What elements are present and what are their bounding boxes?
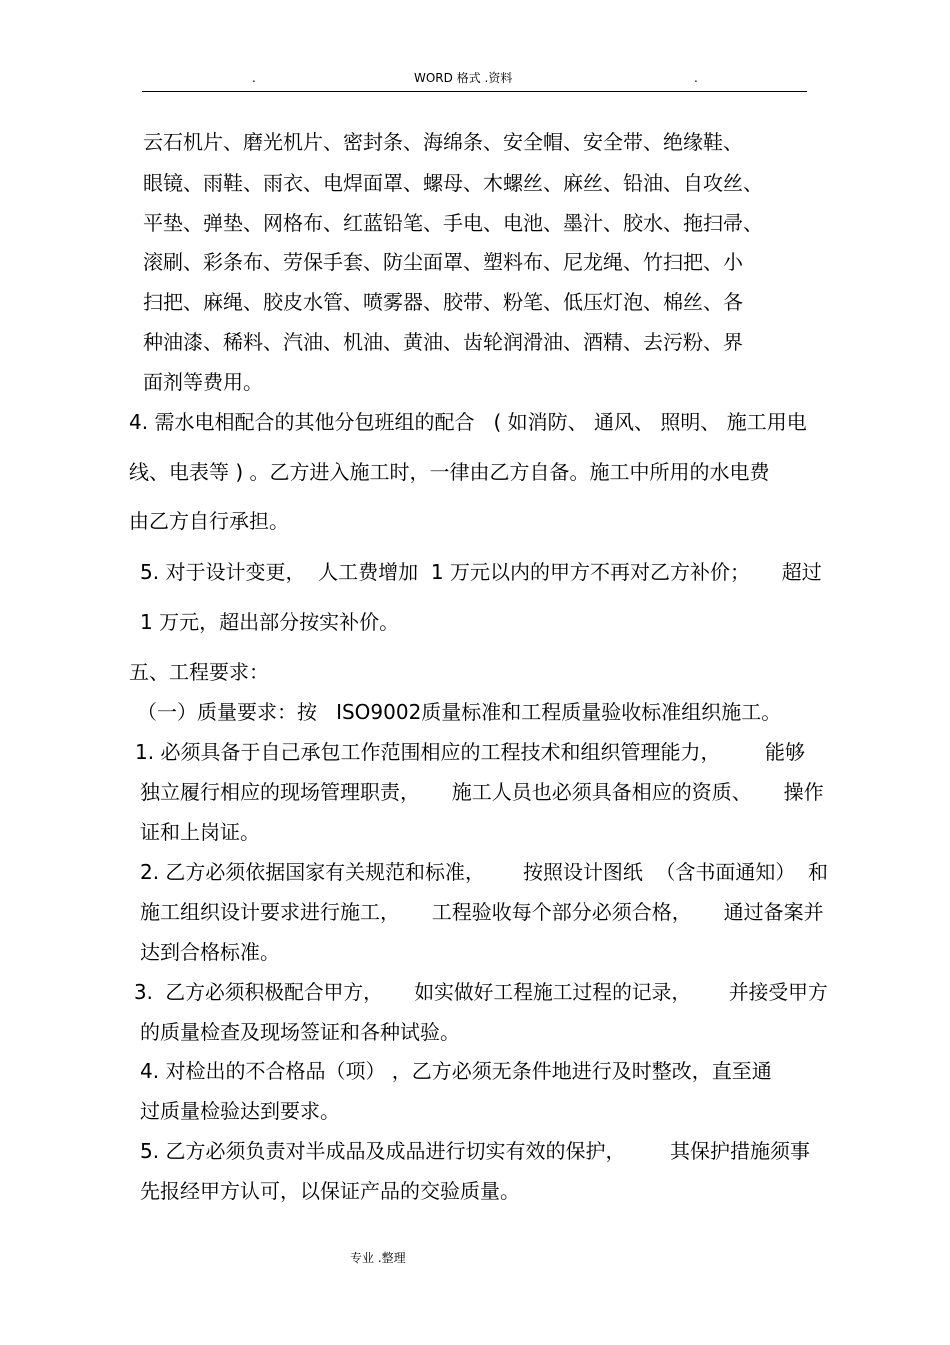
body-line: 眼镜、雨鞋、雨衣、电焊面罩、螺母、木螺丝、麻丝、铅油、自攻丝、 <box>143 171 763 195</box>
header-title: WORD 格式 .资料 <box>414 71 513 85</box>
body-line: 3. 乙方必须积极配合甲方， 如实做好工程施工过程的记录， 并接受甲方 <box>134 980 828 1004</box>
body-line: 由乙方自行承担。 <box>129 509 289 533</box>
body-line: 先报经甲方认可，以保证产品的交验质量。 <box>140 1179 520 1203</box>
body-line: 独立履行相应的现场管理职责， 施工人员也必须具备相应的资质、 操作 <box>140 780 824 804</box>
body-line: 2. 乙方必须依据国家有关规范和标准， 按照设计图纸 （含书面通知） 和 <box>140 860 828 884</box>
body-line: 5. 乙方必须负责对半成品及成品进行切实有效的保护， 其保护措施须事 <box>140 1139 810 1163</box>
body-line: 面剂等费用。 <box>143 370 263 394</box>
body-line: 1. 必须具备于自己承包工作范围相应的工程技术和组织管理能力， 能够 <box>135 740 805 764</box>
body-line: 4. 对检出的不合格品（项） ，乙方必须无条件地进行及时整改，直至通 <box>140 1059 772 1083</box>
page-footer: 专业 .整理 <box>350 1251 406 1265</box>
body-line: 扫把、麻绳、胶皮水管、喷雾器、胶带、粉笔、低压灯泡、棉丝、各 <box>143 290 743 314</box>
header-rule <box>142 91 807 92</box>
header-dot-left: . <box>252 71 256 85</box>
body-line: 施工组织设计要求进行施工， 工程验收每个部分必须合格， 通过备案并 <box>140 900 824 924</box>
body-line: 云石机片、磨光机片、密封条、海绵条、安全帽、安全带、绝缘鞋、 <box>143 130 743 154</box>
body-line: 1 万元，超出部分按实补价。 <box>140 610 400 634</box>
body-line: 种油漆、稀料、汽油、机油、黄油、齿轮润滑油、酒精、去污粉、界 <box>143 330 743 354</box>
body-line: （一）质量要求：按 ISO9002质量标准和工程质量验收标准组织施工。 <box>137 700 782 724</box>
body-line: 五、工程要求： <box>129 660 269 684</box>
body-line: 过质量检验达到要求。 <box>140 1099 340 1123</box>
body-line: 平垫、弹垫、网格布、红蓝铅笔、手电、电池、墨汁、胶水、拖扫帚、 <box>143 211 763 235</box>
body-line: 证和上岗证。 <box>140 820 260 844</box>
body-line: 线、电表等 ) 。乙方进入施工时，一律由乙方自备。施工中所用的水电费 <box>129 460 770 484</box>
body-line: 的质量检查及现场签证和各种试验。 <box>140 1020 460 1044</box>
body-line: 达到合格标准。 <box>140 940 280 964</box>
body-line: 4. 需水电相配合的其他分包班组的配合 ( 如消防、 通风、 照明、 施工用电 <box>129 410 807 434</box>
header-dot-right: . <box>694 71 698 85</box>
body-line: 5. 对于设计变更， 人工费增加 1 万元以内的甲方不再对乙方补价； 超过 <box>140 560 822 584</box>
body-line: 滚刷、彩条布、劳保手套、防尘面罩、塑料布、尼龙绳、竹扫把、小 <box>143 250 743 274</box>
